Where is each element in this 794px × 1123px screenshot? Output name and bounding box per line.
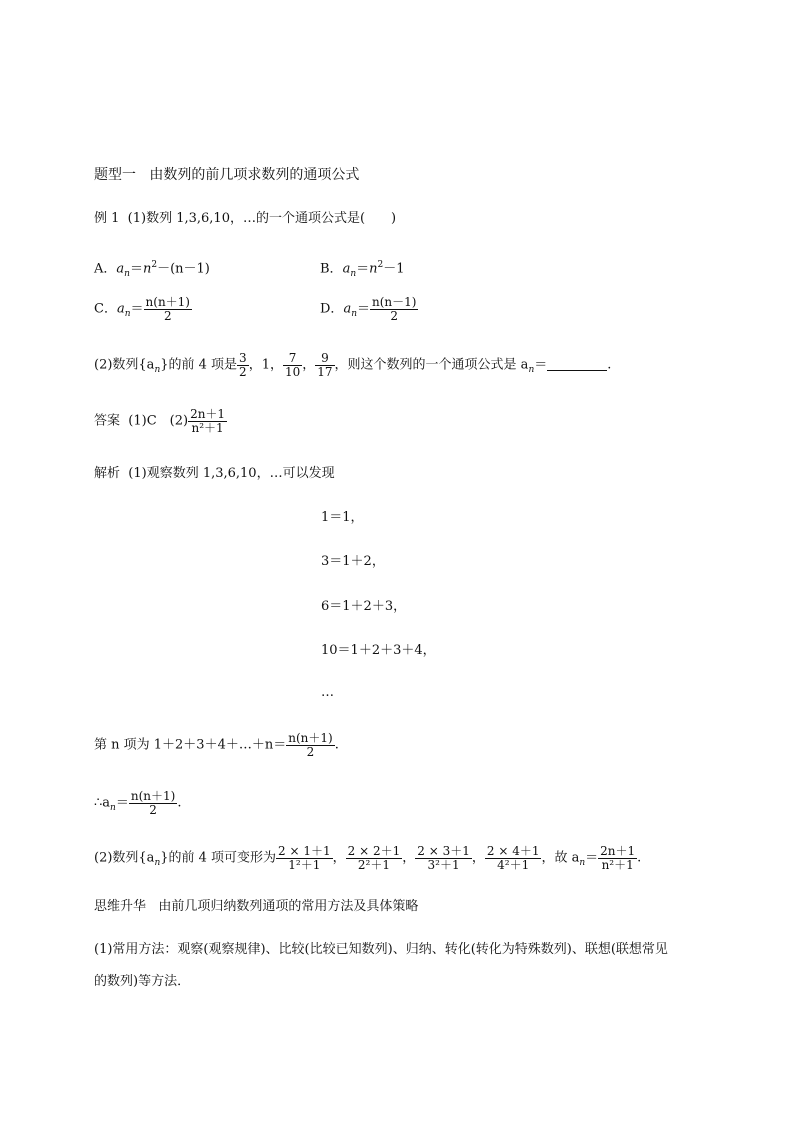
answer-part1: (1)C (2) [128, 413, 189, 429]
option-d-fraction: $\frac{n(n-1)}{2}$ [372, 295, 417, 323]
section-heading [94, 166, 359, 184]
therefore-fraction: $\frac{n(n+1)}{2}$ [130, 789, 176, 817]
term-1-fraction: $\frac{2 \times 1+1}{\text{1²＋1}}$ [278, 844, 331, 872]
thinking-label: 思维升华 [94, 899, 147, 914]
analysis-therefore: $\therefore a_n=$ $\frac{n(n+1)}{2}$ . [94, 789, 182, 817]
term-4-fraction: $\frac{2 \times 4+1}{\text{4²＋1}}$ [486, 844, 540, 872]
analysis-eq-4: 10＝1＋2＋3＋4， [321, 643, 436, 658]
analysis-part-2: (2)数列$\{a_n\}$的前 4 项可变形为 $\frac{2 \times 1+1}{\text{1²＋1}}$ ， $\frac{2 \times 2+1}{\text{2²＋1}}$ ， $\frac{2 \times 3+1}{\text{3²＋1}}$ ， $\frac{2 \times 4+1}{\text{4²＋1}}$ ，故 $a_n=$ $\frac{2n+1}{\text{n²＋1}}$ . [94, 844, 642, 872]
option-b-label: B． [320, 261, 343, 277]
q2-fraction-3: $\frac{9}{17}$ [317, 351, 333, 379]
analysis-eq-3: 6＝1＋2＋3， [321, 599, 407, 614]
q2-one: ，1， [248, 357, 283, 373]
q2-fraction-2: $\frac{7}{10}$ [284, 351, 301, 379]
q2-fraction-1: $\frac{3}{2}$ [239, 351, 247, 379]
example-label: 例 1 [94, 211, 120, 226]
option-a-label: A． [94, 261, 117, 277]
example-question-1 [94, 210, 396, 228]
option-d-label: D． [320, 301, 344, 317]
analysis-line [94, 465, 335, 483]
p2-mid: }的前 4 项可变形为 [160, 850, 277, 866]
option-b-text: －1 [383, 261, 405, 277]
q2-prefix: (2)数列{a [94, 357, 155, 373]
answer-blank [547, 358, 607, 371]
option-b: B．$a_n=n^2-1$ [320, 260, 405, 279]
thinking-heading [94, 898, 418, 916]
thinking-title: 由前几项归纳数列通项的常用方法及具体策略 [158, 899, 419, 914]
answer-label: 答案 [94, 413, 121, 429]
question-1-text: (1)数列 1,3,6,10，…的一个通项公式是( ) [127, 211, 397, 226]
q2-eq: ＝ [534, 357, 548, 373]
q2-suffix: ，则这个数列的一个通项公式是 a [334, 357, 529, 373]
analysis-text: (1)观察数列 1,3,6,10，…可以发现 [128, 466, 335, 481]
nth-prefix: 第 n 项为 1＋2＋3＋4＋…＋n＝ [94, 737, 287, 753]
nth-fraction: $\frac{n(n+1)}{2}$ [288, 731, 333, 759]
answer-line [94, 408, 227, 434]
general-term-fraction: $\frac{2n+1}{\text{n²＋1}}$ [600, 844, 636, 872]
thinking-line-1: (1)常用方法：观察(观察规律)、比较(比较已知数列)、归纳、转化(转化为特殊数列)、联想(联想常见 [94, 942, 668, 957]
analysis-dots: … [321, 685, 334, 700]
answer-fraction: $\frac{2n+1}{\text{n²＋1}}$ [190, 407, 226, 435]
option-d: D．$a_n=$ $\frac{n(n-1)}{2}$ [320, 295, 417, 323]
option-a-text: (n－1) [170, 261, 210, 277]
section-subtitle: 由数列的前几项求数列的通项公式 [149, 167, 360, 183]
q2-mid: }的前 4 项是 [160, 357, 238, 373]
analysis-eq-1: 1＝1， [321, 510, 364, 525]
section-title: 题型一 [94, 167, 136, 183]
p2-so: ，故 a [541, 850, 580, 866]
option-c-fraction: $\frac{n(n+1)}{2}$ [145, 295, 190, 323]
term-2-fraction: $\frac{2 \times 2+1}{\text{2²＋1}}$ [347, 844, 401, 872]
thinking-line-2: 的数列)等方法． [94, 974, 191, 989]
option-c-label: C． [94, 301, 117, 317]
option-a: A．$a_n=n^2-(n-1)$ [94, 260, 210, 279]
analysis-nth-term: 第 n 项为 1＋2＋3＋4＋…＋n＝ $\frac{n(n+1)}{2}$ . [94, 731, 339, 759]
term-3-fraction: $\frac{2 \times 3+1}{\text{3²＋1}}$ [417, 844, 470, 872]
example-question-2: (2)数列$\{a_n\}$的前 4 项是 $\frac{3}{2}$ ，1， $\frac{7}{10}$ ， $\frac{9}{17}$ ，则这个数列的一个通项公式是 $a_n=$ . [94, 351, 612, 379]
analysis-eq-2: 3＝1＋2， [321, 554, 385, 569]
therefore-prefix: ∴a [94, 795, 111, 811]
analysis-label: 解析 [94, 466, 121, 481]
p2-prefix: (2)数列{a [94, 850, 155, 866]
option-c: C．$a_n=$ $\frac{n(n+1)}{2}$ [94, 295, 190, 323]
